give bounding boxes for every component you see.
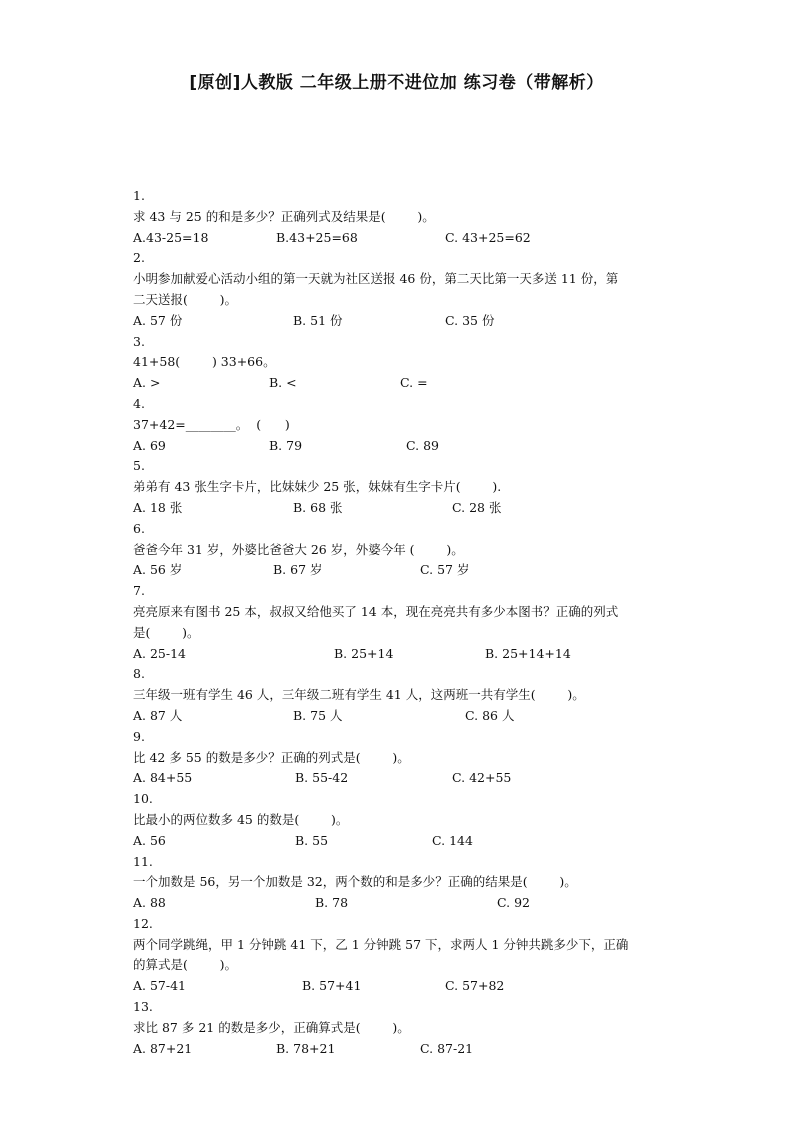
option-b: B. <: [269, 375, 297, 391]
question-number: 1.: [133, 188, 145, 203]
question-number: 8.: [133, 666, 145, 682]
option-b: B. 68 张: [293, 499, 343, 515]
question-stem: 三年级一班有学生 46 人，三年级二班有学生 41 人，这两班一共有学生( )。: [133, 687, 585, 703]
question-3: [133, 332, 673, 394]
question-12: [133, 914, 673, 997]
question-number: 9.: [133, 728, 145, 744]
question-number: 11.: [133, 853, 153, 869]
question-number: 4.: [133, 395, 145, 411]
options-row: [133, 706, 673, 727]
option-b: B. 25+14: [334, 645, 394, 661]
option-a: A. 57 份: [133, 312, 183, 328]
question-number: 12.: [133, 915, 153, 931]
question-7: [133, 581, 673, 664]
options-row: [133, 1039, 673, 1060]
options-row: [133, 311, 673, 332]
question-stem: 求 43 与 25 的和是多少？正确列式及结果是( )。: [133, 208, 435, 224]
option-b: B. 79: [269, 437, 303, 453]
options-row: [133, 436, 673, 457]
option-c: C. 43+25=62: [445, 229, 531, 245]
option-c: C. 86 人: [465, 707, 515, 723]
option-a: A. 18 张: [133, 499, 183, 515]
options-row: [133, 831, 673, 852]
option-a: A. 56 岁: [133, 562, 183, 578]
question-1: [133, 186, 673, 248]
options-row: [133, 373, 673, 394]
question-6: [133, 519, 673, 581]
question-stem: 求比 87 多 21 的数是多少，正确算式是( )。: [133, 1019, 410, 1035]
option-a: A.43-25=18: [133, 229, 209, 245]
options-row: [133, 498, 673, 519]
option-a: A. 87+21: [133, 1040, 193, 1056]
question-stem: 弟弟有 43 张生字卡片，比妹妹少 25 张，妹妹有生字卡片( ).: [133, 479, 502, 495]
question-stem: 一个加数是 56，另一个加数是 32，两个数的和是多少？正确的结果是( )。: [133, 874, 577, 890]
question-13: [133, 997, 673, 1059]
option-c: C. 42+55: [452, 770, 512, 786]
option-b: B. 78: [315, 895, 349, 911]
question-number: 10.: [133, 791, 153, 807]
option-b: B. 51 份: [293, 312, 343, 328]
option-c: C. 57+82: [445, 978, 505, 994]
option-c: C. 89: [406, 437, 439, 453]
question-stem: 两个同学跳绳，甲 1 分钟跳 41 下，乙 1 分钟跳 57 下，求两人 1 分钟共跳多少下，正确: [133, 936, 629, 952]
options-row: [133, 768, 673, 789]
question-stem: 比最小的两位数多 45 的数是( )。: [133, 811, 349, 827]
question-stem: 爸爸今年 31 岁，外婆比爸爸大 26 岁，外婆今年 ( )。: [133, 541, 464, 557]
option-b: B. 55: [295, 832, 329, 848]
option-b: B. 78+21: [276, 1040, 336, 1056]
question-8: [133, 664, 673, 726]
option-a: A. 57-41: [133, 978, 187, 994]
option-a: A. 84+55: [133, 770, 193, 786]
option-c: C. 92: [497, 895, 530, 911]
option-a: A. 25-14: [133, 645, 187, 661]
option-c: C. 87-21: [420, 1040, 474, 1056]
options-row: [133, 893, 673, 914]
document-title: [原创]人教版 二年级上册不进位加 练习卷（带解析）: [189, 73, 604, 93]
question-stem: 二天送报( )。: [133, 291, 238, 307]
question-number: 7.: [133, 583, 145, 599]
options-row: [133, 976, 673, 997]
question-number: 5.: [133, 458, 145, 474]
question-2: [133, 248, 673, 331]
option-a: A. 87 人: [133, 707, 183, 723]
question-4: [133, 394, 673, 456]
option-b: B.43+25=68: [276, 229, 358, 245]
option-b: B. 67 岁: [273, 562, 323, 578]
question-list: [133, 186, 673, 1059]
option-a: A. 56: [133, 832, 166, 848]
question-stem: 亮亮原来有图书 25 本，叔叔又给他买了 14 本，现在亮亮共有多少本图书？正确的列式: [133, 603, 619, 619]
option-c: B. 25+14+14: [485, 645, 571, 661]
question-11: [133, 852, 673, 914]
option-b: B. 75 人: [293, 707, 343, 723]
options-row: [133, 228, 673, 249]
option-c: C. 144: [432, 832, 473, 848]
option-c: C. 57 岁: [420, 562, 470, 578]
question-stem: 的算式是( )。: [133, 957, 238, 973]
question-number: 3.: [133, 333, 145, 349]
option-c: C. =: [400, 375, 428, 391]
option-a: A. 69: [133, 437, 166, 453]
option-a: A. >: [133, 375, 161, 391]
option-b: B. 55-42: [295, 770, 349, 786]
option-a: A. 88: [133, 895, 166, 911]
options-row: [133, 560, 673, 581]
question-stem: 37+42=________。 ( ): [133, 416, 290, 432]
question-10: [133, 789, 673, 851]
question-stem: 小明参加献爱心活动小组的第一天就为社区送报 46 份，第二天比第一天多送 11 份，第: [133, 271, 619, 287]
question-9: [133, 727, 673, 789]
question-number: 2.: [133, 250, 145, 266]
question-5: [133, 456, 673, 518]
option-b: B. 57+41: [302, 978, 362, 994]
question-stem: 比 42 多 55 的数是多少？正确的列式是( )。: [133, 749, 410, 765]
question-stem: 是( )。: [133, 624, 200, 640]
option-c: C. 28 张: [452, 499, 502, 515]
question-stem: 41+58( ) 33+66。: [133, 354, 276, 370]
options-row: [133, 644, 673, 665]
question-number: 13.: [133, 999, 153, 1015]
question-number: 6.: [133, 520, 145, 536]
option-c: C. 35 份: [445, 312, 495, 328]
